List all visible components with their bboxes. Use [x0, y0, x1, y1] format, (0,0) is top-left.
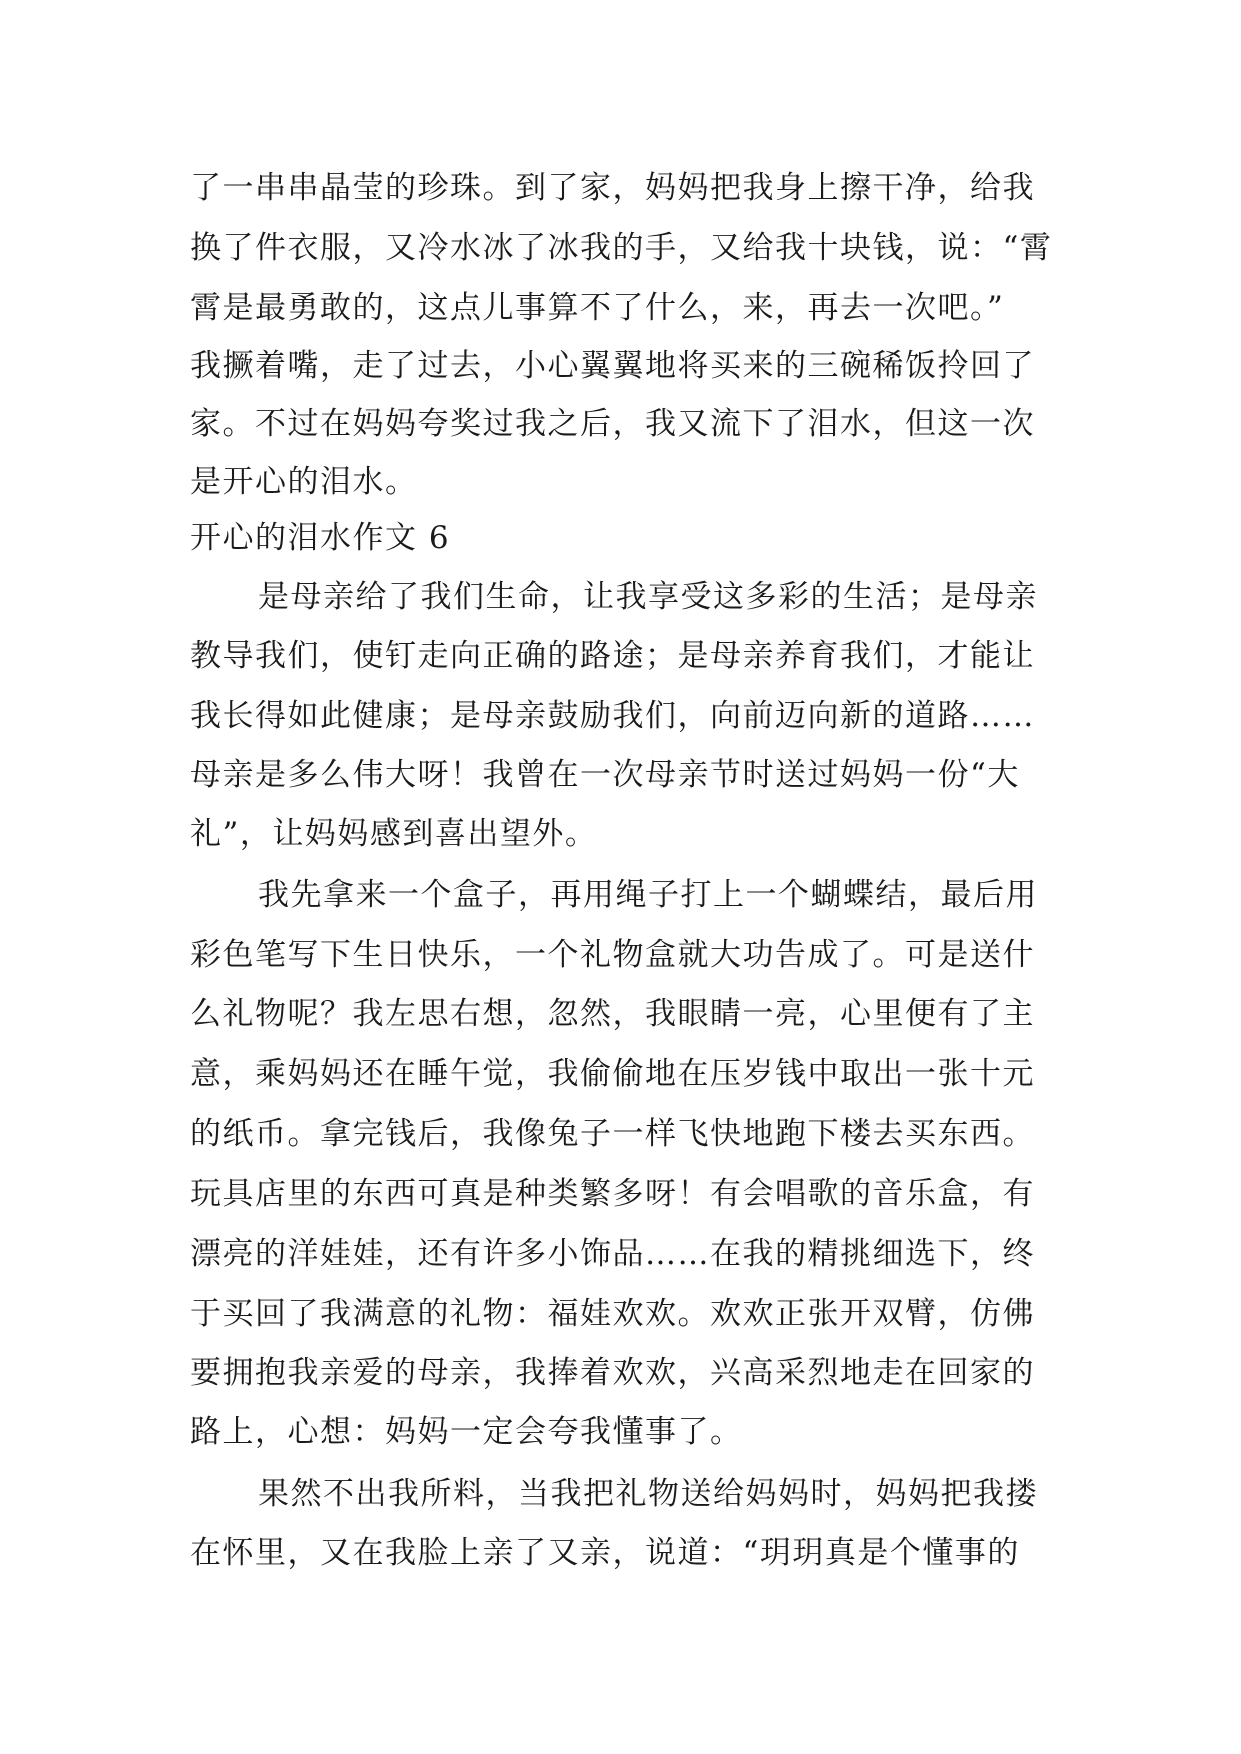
- paragraph-line: 在怀里，又在我脸上亲了又亲，说道：“玥玥真是个懂事的: [190, 1535, 1020, 1571]
- paragraph-line: 了一串串晶莹的珍珠。到了家，妈妈把我身上擦干净，给我: [190, 170, 1035, 206]
- paragraph-line: 的纸币。拿完钱后，我像兔子一样飞快地跑下楼去买东西。: [190, 1116, 1035, 1152]
- paragraph-line: 玩具店里的东西可真是种类繁多呀！有会唱歌的音乐盒，有: [190, 1176, 1035, 1212]
- paragraph-line: 礼”，让妈妈感到喜出望外。: [190, 816, 598, 852]
- paragraph-line: 我长得如此健康；是母亲鼓励我们，向前迈向新的道路……: [190, 698, 1035, 734]
- paragraph-line: 霄是最勇敢的，这点儿事算不了什么，来，再去一次吧。”: [190, 290, 1005, 326]
- paragraph-line: 是开心的泪水。: [190, 464, 418, 500]
- paragraph-line: 果然不出我所料，当我把礼物送给妈妈时，妈妈把我搂: [258, 1476, 1038, 1512]
- paragraph-line: 我先拿来一个盒子，再用绳子打上一个蝴蝶结，最后用: [258, 877, 1038, 913]
- paragraph-line: 家。不过在妈妈夸奖过我之后，我又流下了泪水，但这一次: [190, 406, 1035, 442]
- paragraph-line: 么礼物呢？我左思右想，忽然，我眼睛一亮，心里便有了主: [190, 996, 1035, 1032]
- paragraph-line: 要拥抱我亲爱的母亲，我捧着欢欢，兴高采烈地走在回家的: [190, 1355, 1035, 1391]
- paragraph-line: 我撅着嘴，走了过去，小心翼翼地将买来的三碗稀饭拎回了: [190, 348, 1035, 384]
- paragraph-line: 于买回了我满意的礼物：福娃欢欢。欢欢正张开双臂，仿佛: [190, 1296, 1035, 1332]
- paragraph-line: 彩色笔写下生日快乐，一个礼物盒就大功告成了。可是送什: [190, 937, 1035, 973]
- section-heading: 开心的泪水作文 6: [190, 520, 451, 556]
- paragraph-line: 母亲是多么伟大呀！我曾在一次母亲节时送过妈妈一份“大: [190, 757, 1020, 793]
- paragraph-line: 路上，心想：妈妈一定会夸我懂事了。: [190, 1414, 743, 1450]
- paragraph-line: 意，乘妈妈还在睡午觉，我偷偷地在压岁钱中取出一张十元: [190, 1056, 1035, 1092]
- paragraph-line: 漂亮的洋娃娃，还有许多小饰品……在我的精挑细选下，终: [190, 1236, 1035, 1272]
- paragraph-line: 换了件衣服，又冷水冰了冰我的手，又给我十块钱，说：“霄: [190, 230, 1053, 266]
- paragraph-line: 教导我们，使钉走向正确的路途；是母亲养育我们，才能让: [190, 638, 1035, 674]
- paragraph-line: 是母亲给了我们生命，让我享受这多彩的生活；是母亲: [258, 579, 1038, 615]
